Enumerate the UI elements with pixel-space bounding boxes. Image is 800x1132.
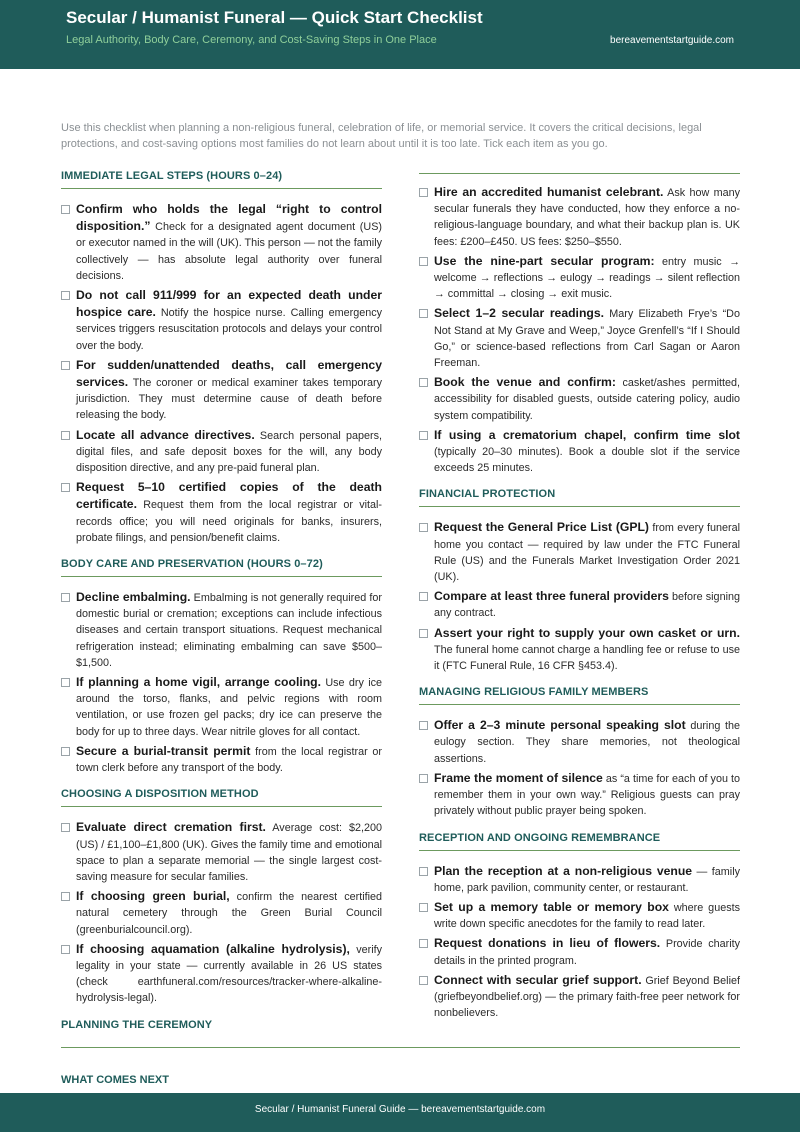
item-lead: If using a crematorium chapel, confirm time slot xyxy=(434,427,740,442)
item-text: Provide charity details in the printed program. xyxy=(434,938,740,967)
checklist-item xyxy=(419,863,740,896)
checklist-item xyxy=(419,625,740,675)
checklist-item xyxy=(61,427,382,477)
item-lead: Evaluate direct cremation first. xyxy=(76,820,266,835)
item-text: The coroner or medical examiner takes temporary jurisdiction. They must determine cause of death before releasing the body. xyxy=(76,377,382,422)
item-lead: For sudden/unattended deaths, call emergency services. xyxy=(76,357,382,390)
checklist-item xyxy=(419,588,740,621)
item-text: entry music → welcome → reflections → eulogy → readings → silent reflection → committal → closing → exit music. xyxy=(434,255,740,301)
checkbox[interactable] xyxy=(419,629,428,638)
checkbox[interactable] xyxy=(419,592,428,601)
item-text: Mary Elizabeth Frye’s “Do Not Stand at My Grave and Weep,” Joyce Grenfell’s “If I Should Go,” or science-based reflections from Carl Sagan or Aaron Freeman. xyxy=(434,308,740,370)
section-heading: RECEPTION AND ONGOING REMEMBRANCE xyxy=(419,830,740,851)
left-column xyxy=(61,168,382,1049)
checkbox[interactable] xyxy=(419,867,428,876)
section-legal xyxy=(61,168,382,546)
item-text: Ask how many secular funerals they have conducted, how they enforce a no-religious-language boundary, and what their backup plan is. UK fees: £200–£450. US fees: $250–$550. xyxy=(434,187,740,248)
item-text: — family home, park pavilion, community center, or restaurant. xyxy=(434,865,740,894)
checkbox[interactable] xyxy=(419,939,428,948)
item-lead: Assert your right to supply your own casket or urn. xyxy=(434,625,740,640)
item-text: casket/ashes permitted, accessibility for disabled guests, outside catering policy, audio system compatibility. xyxy=(434,377,740,422)
checklist-item xyxy=(61,357,382,424)
checkbox[interactable] xyxy=(419,188,428,197)
section-religious xyxy=(419,684,740,819)
checklist-item xyxy=(61,819,382,885)
item-lead: Request 5–10 certified copies of the death certificate. xyxy=(76,480,382,512)
item-text: The funeral home cannot charge a handling fee or refuse to use it (FTC Funeral Rule, 16 CFR §453.4). xyxy=(434,643,740,673)
item-text: Average cost: $2,200 (US) / £1,100–£1,800 (UK). Gives the family time and emotional space to plan a separate memorial — the single largest cost-saving measure for secular families. xyxy=(76,822,383,883)
checkbox[interactable] xyxy=(419,523,428,532)
checkbox[interactable] xyxy=(419,257,428,266)
intro-text: Use this checklist when planning a non-religious funeral, celebration of life, or memorial service. It covers the critical decisions, legal protections, and cost-saving options most families do not learn about until it is too late. Tick each item as you go. xyxy=(61,122,702,150)
item-text: Embalming is not generally required for domestic burial or cremation; exceptions can include infectious diseases and certain transport situations. Request mechanical refrigeration instead; eliminating embalming can save $500–$1,500. xyxy=(76,592,382,669)
checkbox[interactable] xyxy=(61,483,70,492)
checklist-item xyxy=(61,674,382,740)
item-text: from every funeral home you contact — required by law under the FTC Funeral Rule (US) and the Funerals Market Investigation Order 2021 (UK). xyxy=(434,522,740,584)
checkbox[interactable] xyxy=(61,593,70,602)
section-body-care xyxy=(61,556,382,776)
section-heading: PLANNING THE CEREMONY xyxy=(61,1018,213,1031)
item-text: Request them from the local registrar or vital-records office; you will need originals for banks, insurers, probate filings, and pension/benefit claims. xyxy=(76,499,382,544)
item-text: confirm the nearest certified natural cemetery through the Green Burial Council (greenburialcouncil.org). xyxy=(76,891,382,936)
checklist-item xyxy=(419,935,740,968)
section-reception xyxy=(419,830,740,1022)
checkbox[interactable] xyxy=(61,205,70,214)
item-lead: Connect with secular grief support. xyxy=(434,972,642,987)
item-lead: Request donations in lieu of flowers. xyxy=(434,936,661,951)
page-subtitle: Legal Authority, Body Care, Ceremony, and Cost-Saving Steps in One Place xyxy=(66,34,437,46)
item-text: where guests write down specific anecdotes for the family to read later. xyxy=(434,901,740,931)
item-lead: Locate all advance directives. xyxy=(76,427,255,442)
item-lead: Confirm who holds the legal “right to control disposition.” xyxy=(76,202,382,234)
item-text: before signing any contract. xyxy=(434,591,740,620)
checkbox[interactable] xyxy=(419,378,428,387)
item-lead: Use the nine-part secular program: xyxy=(434,253,655,268)
item-lead: If choosing green burial, xyxy=(76,889,230,904)
checklist-item xyxy=(61,589,382,671)
checkbox[interactable] xyxy=(61,678,70,687)
site-link[interactable]: bereavementstartguide.com xyxy=(610,35,734,46)
section-heading: FINANCIAL PROTECTION xyxy=(419,486,740,507)
item-lead: Secure a burial-transit permit xyxy=(76,743,251,758)
checklist-item xyxy=(61,941,382,1007)
checkbox[interactable] xyxy=(419,903,428,912)
checkbox[interactable] xyxy=(61,823,70,832)
item-lead: Set up a memory table or memory box xyxy=(434,899,669,914)
item-text: Use dry ice around the torso, flanks, and pelvic regions with room ventilation, or use frozen gel packs; dry ice can preserve the body for up to three days. Wear nitrile gloves for all contact. xyxy=(76,677,382,738)
checkbox[interactable] xyxy=(419,721,428,730)
page-footer: Secular / Humanist Funeral Guide — bereavementstartguide.com xyxy=(0,1093,800,1132)
checkbox[interactable] xyxy=(419,431,428,440)
item-text: Search personal papers, digital files, and safe deposit boxes for the will, any body disposition directive, and any pre-paid funeral plan. xyxy=(76,429,382,475)
checklist-item xyxy=(419,184,740,250)
page-header xyxy=(0,0,800,69)
item-text: Check for a designated agent document (US) or executor named in the will (UK). This person — not the family collectively — has absolute legal authority over funeral decisions. xyxy=(76,221,382,282)
checklist-item xyxy=(61,888,382,938)
section-disposition xyxy=(61,786,382,1006)
section-financial xyxy=(419,486,740,674)
checkbox[interactable] xyxy=(419,976,428,985)
checkbox[interactable] xyxy=(61,291,70,300)
checkbox[interactable] xyxy=(61,361,70,370)
divider xyxy=(419,173,740,174)
checkbox[interactable] xyxy=(61,747,70,756)
item-lead: Offer a 2–3 minute personal speaking slot xyxy=(434,718,686,733)
section-ceremony xyxy=(419,184,740,476)
divider xyxy=(61,1047,740,1048)
item-lead: Book the venue and confirm: xyxy=(434,375,616,390)
section-ceremony-heading xyxy=(61,1017,382,1037)
item-lead: Do not call 911/999 for an expected death under hospice care. xyxy=(76,288,382,320)
item-lead: Hire an accredited humanist celebrant. xyxy=(434,185,664,199)
checklist-item xyxy=(61,743,382,776)
item-text: (typically 20–30 minutes). Book a double slot if the service exceeds 25 minutes. xyxy=(434,446,740,475)
checkbox[interactable] xyxy=(61,892,70,901)
checklist-item xyxy=(61,479,382,546)
section-heading: IMMEDIATE LEGAL STEPS (HOURS 0–24) xyxy=(61,168,382,189)
checklist-item xyxy=(419,717,740,767)
checkbox[interactable] xyxy=(419,309,428,318)
next-heading: WHAT COMES NEXT xyxy=(61,1074,169,1086)
checkbox[interactable] xyxy=(61,945,70,954)
checklist-item xyxy=(419,972,740,1022)
item-lead: Frame the moment of silence xyxy=(434,770,603,785)
checklist-item xyxy=(419,770,740,820)
item-text: from the local registrar or town clerk before any transport of the body. xyxy=(76,745,382,775)
item-lead: Request the General Price List (GPL) xyxy=(434,520,649,535)
checkbox[interactable] xyxy=(419,774,428,783)
item-lead: Plan the reception at a non-religious venue xyxy=(434,863,693,878)
item-text: Notify the hospice nurse. Calling emergency services triggers resuscitation protocols and delays your control over the body. xyxy=(76,307,383,352)
item-text: Grief Beyond Belief (griefbeyondbelief.org) — the primary faith-free peer network for nonbelievers. xyxy=(434,974,740,1020)
checklist-item xyxy=(419,519,740,585)
item-lead: Compare at least three funeral providers xyxy=(434,589,669,604)
checklist-item xyxy=(419,427,740,477)
right-column xyxy=(419,173,740,1031)
item-text: verify legality in your state — currently available in 26 US states (check earthfuneral.com/resources/tracker-where-alkaline-hydrolysis-legal). xyxy=(76,943,382,1005)
checklist-item xyxy=(61,287,382,354)
item-text: during the eulogy section. They share memories, not theological assertions. xyxy=(434,720,740,765)
item-lead: Select 1–2 secular readings. xyxy=(434,306,604,321)
page-title: Secular / Humanist Funeral — Quick Start Checklist xyxy=(66,8,483,27)
item-text: as “a time for each of you to remember them in your own way.” Religious guests can pray privately without public prayer being spoken. xyxy=(434,772,741,818)
checklist-item xyxy=(419,253,740,303)
section-heading: MANAGING RELIGIOUS FAMILY MEMBERS xyxy=(419,684,740,705)
checklist-item xyxy=(419,305,740,371)
checklist-item xyxy=(419,374,740,424)
checklist-item xyxy=(61,201,382,284)
item-lead: Decline embalming. xyxy=(76,590,191,605)
checkbox[interactable] xyxy=(61,431,70,440)
item-lead: If choosing aquamation (alkaline hydrolysis), xyxy=(76,941,350,956)
item-lead: If planning a home vigil, arrange cooling. xyxy=(76,675,321,690)
section-heading: CHOOSING A DISPOSITION METHOD xyxy=(61,786,382,807)
section-heading: BODY CARE AND PRESERVATION (HOURS 0–72) xyxy=(61,556,382,577)
checklist-item xyxy=(419,899,740,932)
